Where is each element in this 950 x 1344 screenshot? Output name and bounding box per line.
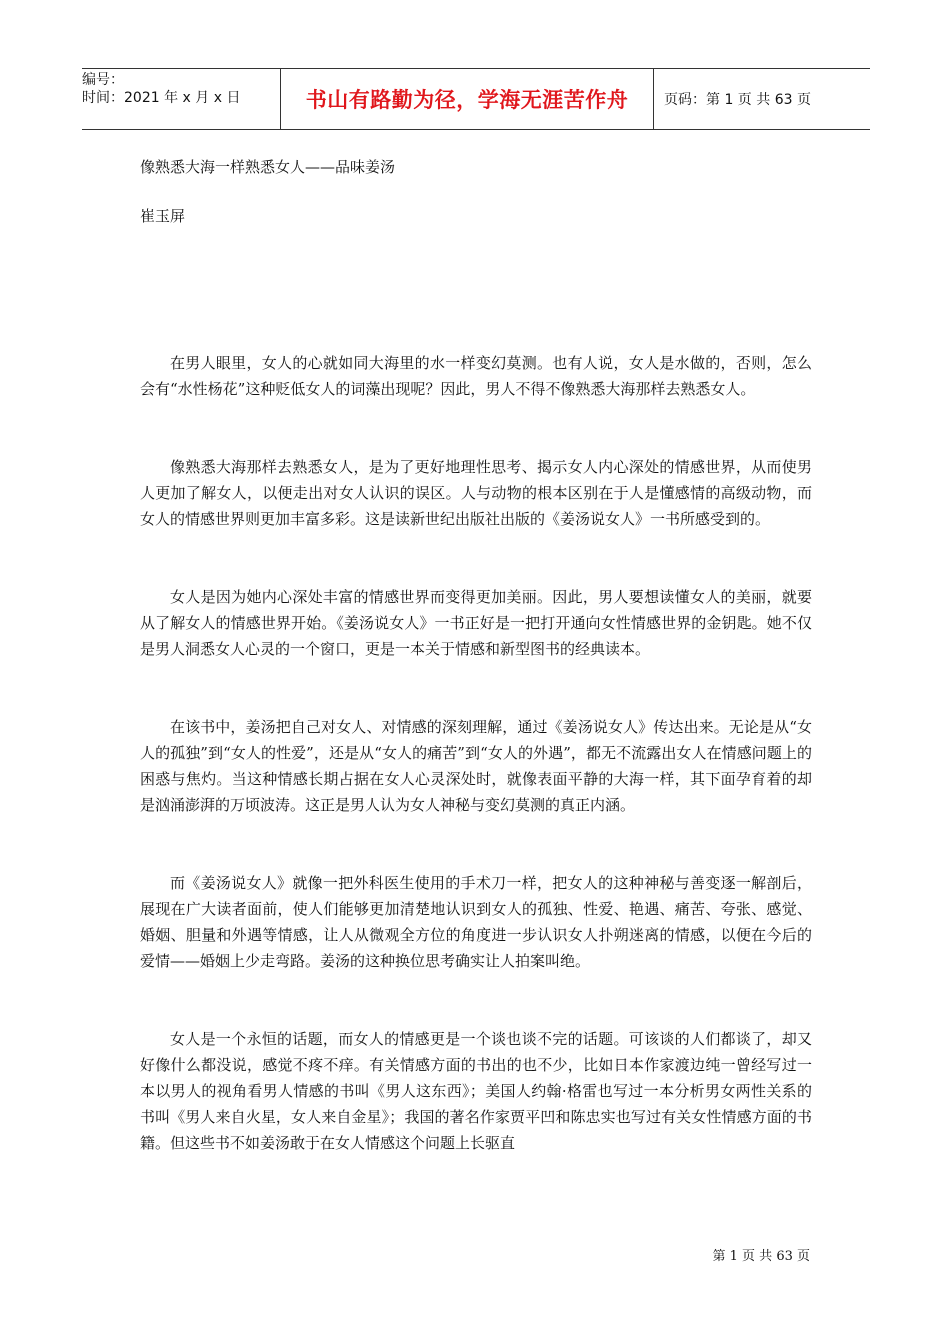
page-header (82, 68, 870, 130)
article-body (140, 152, 812, 1156)
article-paragraph: 女人是一个永恒的话题，而女人的情感更是一个谈也谈不完的话题。可该谈的人们都谈了，却又好像什么都没说，感觉不疼不痒。有关情感方面的书出的也不少，比如日本作家渡边纯一曾经写过一本以男人的视角看男人情感的书叫《男人这东西》；美国人约翰·格雷也写过一本分析男女两性关系的书叫《男人来自火星，女人来自金星》；我国的著名作家贾平凹和陈忠实也写过有关女性情感方面的书籍。但这些书不如姜汤敢于在女人情感这个问题上长驱直 (140, 1030, 812, 1152)
header-motto: 书山有路勤为径，学海无涯苦作舟 (281, 69, 654, 129)
page-footer: 第 1 页 共 63 页 (712, 1249, 810, 1264)
article-title: 像熟悉大海一样熟悉女人——品味姜汤 (140, 158, 396, 176)
header-time-label: 时间：2021 年 x 月 x 日 (82, 90, 241, 106)
article-paragraph: 在该书中，姜汤把自己对女人、对情感的深刻理解，通过《姜汤说女人》传达出来。无论是从“女人的孤独”到“女人的性爱”，还是从“女人的痛苦”到“女人的外遇”，都无不流露出女人在情感问题上的困惑与焦灼。当这种情感长期占据在女人心灵深处时，就像表面平静的大海一样，其下面孕育着的却是汹涌澎湃的万顷波涛。这正是男人认为女人神秘与变幻莫测的真正内涵。 (140, 718, 812, 814)
article-paragraph: 女人是因为她内心深处丰富的情感世界而变得更加美丽。因此，男人要想读懂女人的美丽，就要从了解女人的情感世界开始。《姜汤说女人》一书正好是一把打开通向女性情感世界的金钥匙。她不仅是男人洞悉女人心灵的一个窗口，更是一本关于情感和新型图书的经典读本。 (140, 588, 812, 658)
article-paragraph: 而《姜汤说女人》就像一把外科医生使用的手术刀一样，把女人的这种神秘与善变逐一解剖后，展现在广大读者面前，使人们能够更加清楚地认识到女人的孤独、性爱、艳遇、痛苦、夸张、感觉、婚姻、胆量和外遇等情感，让人从微观全方位的角度进一步认识女人扑朔迷离的情感，以便在今后的爱情——婚姻上少走弯路。姜汤的这种换位思考确实让人拍案叫绝。 (140, 874, 812, 970)
article-paragraph: 像熟悉大海那样去熟悉女人，是为了更好地理性思考、揭示女人内心深处的情感世界，从而使男人更加了解女人，以便走出对女人认识的误区。人与动物的根本区别在于人是懂感情的高级动物，而女人的情感世界则更加丰富多彩。这是读新世纪出版社出版的《姜汤说女人》一书所感受到的。 (140, 458, 812, 528)
header-meta (82, 69, 281, 129)
article-paragraph: 在男人眼里，女人的心就如同大海里的水一样变幻莫测。也有人说，女人是水做的，否则，怎么会有“水性杨花”这种贬低女人的词藻出现呢？因此，男人不得不像熟悉大海那样去熟悉女人。 (140, 354, 812, 398)
header-number-label: 编号： (82, 72, 124, 88)
article-author: 崔玉屏 (140, 207, 186, 225)
header-page-label: 页码：第 1 页 共 63 页 (664, 92, 811, 108)
